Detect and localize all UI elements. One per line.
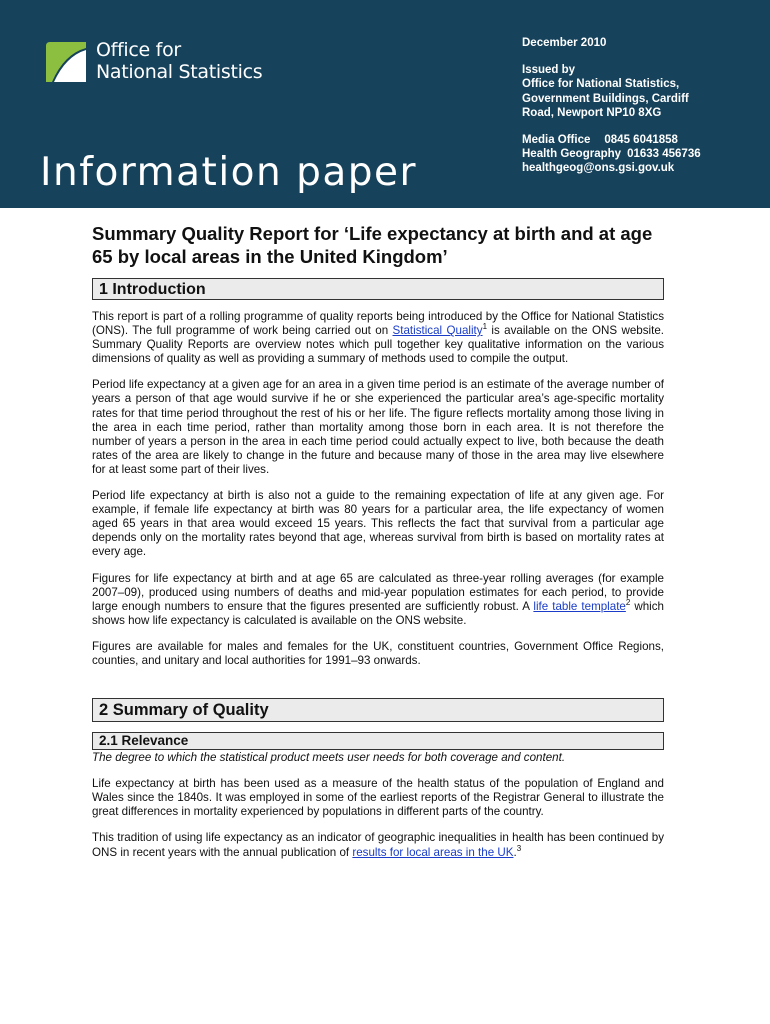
document-title: Summary Quality Report for ‘Life expectancy at birth and at age 65 by local areas in the United Kingdom’	[92, 223, 653, 267]
section-heading-introduction: 1 Introduction	[92, 278, 664, 300]
footnote-ref-2: 2	[625, 597, 631, 607]
issuer-line-1: Office for National Statistics,	[522, 78, 680, 91]
statistical-quality-link[interactable]: Statistical Quality	[392, 324, 483, 338]
health-geo-phone: 01633 456736	[627, 148, 701, 161]
issue-date: December 2010	[522, 37, 607, 49]
document-body	[92, 222, 664, 872]
ons-logo-icon	[44, 40, 88, 84]
intro-paragraph-1: This report is part of a rolling programme of quality reports being introduced by the Office for National Statistics (ONS). The full programme of work being carried out on Statistical Quality$^1$ is available on the ONS website. Summary Quality Reports are overview notes which pull together key qualitative information on the various dimensions of quality as well as providing a summary of methods used to compile the output.	[92, 310, 664, 366]
local-areas-results-link[interactable]: results for local areas in the UK	[352, 845, 514, 859]
health-geo-label: Health Geography	[522, 148, 622, 161]
subsection-heading-relevance: 2.1 Relevance	[92, 732, 664, 750]
logo-wordmark	[96, 39, 262, 83]
intro-paragraph-5: Figures are available for males and females for the UK, constituent countries, Government Office Regions, counties, and unitary and local authorities for 1991–93 onwards.	[92, 639, 664, 667]
contact-email[interactable]: healthgeog@ons.gsi.gov.uk	[522, 162, 675, 175]
media-office-row	[522, 133, 762, 147]
intro-paragraph-2: Period life expectancy at a given age for an area in a given time period is an estimate of the average number of years a person of that age would survive if he or she experienced the particular area’s age-specific mortality rates for that time period throughout the rest of his or her life. The figure reflects mortality among those living in the area in each time period, rather than mortality among those born in each area. It is not therefore the number of years a person in the area in each time period could actually expect to live, both because the death rates of the area are likely to change in the future and because many of those in the area may live elsewhere for at least some part of their lives.	[92, 378, 664, 476]
life-table-template-link[interactable]: life table template	[533, 599, 626, 613]
relevance-definition: The degree to which the statistical product meets user needs for both coverage and content.	[92, 751, 566, 765]
health-geo-row	[522, 147, 762, 161]
issued-by-label: Issued by	[522, 64, 576, 77]
ons-logo	[44, 40, 284, 90]
footnote-ref-3: 3	[516, 843, 522, 853]
logo-line-2: National Statistics	[96, 61, 263, 83]
intro-paragraph-3: Period life expectancy at birth is also not a guide to the remaining expectation of life at any given age. For example, if female life expectancy at birth was 80 years for a particular area, the life expectancy of women aged 65 years in that area would exceed 15 years. This reflects the fact that survival from a particular age depends only on the mortality rates beyond that age, whereas survival from birth is based on mortality rates at every age.	[92, 489, 664, 559]
issuer-line-3: Road, Newport NP10 8XG	[522, 106, 662, 119]
relevance-paragraph-1: Life expectancy at birth has been used as a measure of the health status of the population of England and Wales since the 1840s. It was employed in some of the earliest reports of the Registrar General to illustrate the great differences in mortality experienced by populations in different parts of the country.	[92, 777, 664, 819]
media-office-label: Media Office	[522, 134, 591, 147]
footnote-ref-1: 1	[482, 322, 488, 332]
section-heading-summary-of-quality: 2 Summary of Quality	[92, 698, 664, 722]
paper-type-title: Information paper	[40, 150, 418, 195]
logo-line-1: Office for	[96, 39, 181, 61]
media-office-phone: 0845 6041858	[604, 134, 678, 147]
header-banner	[0, 0, 770, 208]
issue-info	[522, 36, 762, 176]
issuer-line-2: Government Buildings, Cardiff	[522, 92, 689, 105]
intro-paragraph-4: Figures for life expectancy at birth and at age 65 are calculated as three-year rolling averages (for example 2007–09), produced using numbers of deaths and mid-year population estimates for each period, to provide large enough numbers to ensure that the figures presented are sufficiently robust. A life table template$^2$ which shows how life expectancy is calculated is available on the ONS website.	[92, 571, 664, 627]
relevance-paragraph-2: This tradition of using life expectancy as an indicator of geographic inequalities in health has been continued by ONS in recent years with the annual publication of results for local areas in the UK.$^3$	[92, 831, 664, 859]
